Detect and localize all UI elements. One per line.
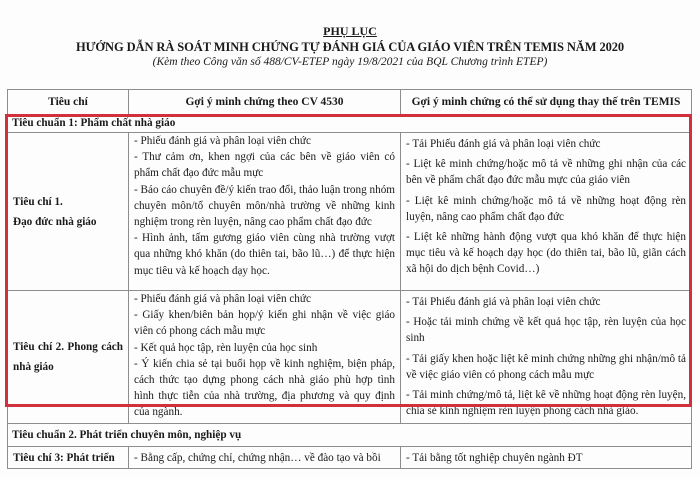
list-item: - Giấy khen/biên bản họp/ý kiến ghi nhận về việc giáo viên có phong cách mẫu mực bbox=[134, 309, 395, 338]
header-criteria: Tiêu chí bbox=[8, 90, 129, 115]
standard-row bbox=[8, 424, 692, 447]
standard-1-label: Tiêu chuẩn 1: Phẩm chất nhà giáo bbox=[8, 115, 692, 133]
list-item: - Tải minh chứng/mô tả, liệt kê về những hoạt động rèn luyện, chia sẻ kinh nghiệm rèn luyện phong cách nhà giáo. bbox=[406, 389, 686, 418]
list-item: - Tải Phiếu đánh giá và phân loại viên chức bbox=[406, 138, 601, 150]
criterion-2-cv4530 bbox=[129, 291, 401, 424]
standard-row bbox=[8, 115, 692, 133]
document-note: (Kèm theo Công văn số 488/CV-ETEP ngày 19/8/2021 của BQL Chương trình ETEP) bbox=[152, 56, 548, 68]
table-row bbox=[8, 133, 692, 291]
list-item: - Liệt kê minh chứng/hoặc mô tả về những ghi nhận của các bên về phẩm chất đạo đức mẫu mực của giáo viên bbox=[406, 158, 686, 187]
list-item: - Thư cảm ơn, khen ngợi của các bên về giáo viên có phẩm chất đạo đức mẫu mực bbox=[134, 151, 395, 180]
criterion-3-cv4530: - Bằng cấp, chứng chỉ, chứng nhận… về đào tạo và bồi bbox=[129, 447, 401, 469]
header-temis: Gợi ý minh chứng có thể sử dụng thay thế trên TEMIS bbox=[401, 90, 692, 115]
criterion-3-temis: - Tải bằng tốt nghiệp chuyên ngành ĐT bbox=[401, 447, 692, 469]
list-item: - Tải Phiếu đánh giá và phân loại viên chức bbox=[406, 296, 601, 308]
document-subtitle: HƯỚNG DẪN RÀ SOÁT MINH CHỨNG TỰ ĐÁNH GIÁ CỦA GIÁO VIÊN TRÊN TEMIS NĂM 2020 bbox=[75, 40, 625, 54]
criterion-2-cell: Tiêu chí 2. Phong cách nhà giáo bbox=[8, 291, 129, 424]
list-item: - Ý kiến chia sẻ tại buổi họp về kinh nghiệm, biện pháp, cách thức tạo dựng phong cách nhà giáo phù hợp tình hình thực tiễn của nhà trường, địa phương và quy định của ngành. bbox=[134, 357, 395, 419]
list-item: - Liệt kê những hành động vượt qua khó khăn để thực hiện mục tiêu và kế hoạch dạy học (do thiên tai, bão lũ, giãn cách xã hội do dịch bệnh Covid…) bbox=[406, 231, 686, 276]
criterion-1-cv4530 bbox=[129, 133, 401, 291]
appendix-title: PHỤ LỤC bbox=[323, 24, 377, 38]
list-item: - Hình ảnh, tấm gương giáo viên cùng nhà trường vượt qua những khó khăn (do thiên tai, bão lũ…) để thực hiện mục tiêu và kế hoạch dạy học. bbox=[134, 232, 395, 277]
header-cv4530: Gợi ý minh chứng theo CV 4530 bbox=[129, 90, 401, 115]
criterion-1-number: Tiêu chí 1. bbox=[13, 195, 63, 208]
criterion-1-cell bbox=[8, 133, 129, 291]
standard-2-label: Tiêu chuẩn 2. Phát triển chuyên môn, nghiệp vụ bbox=[8, 424, 692, 447]
list-item: - Phiếu đánh giá và phân loại viên chức bbox=[134, 135, 311, 147]
table-row bbox=[8, 291, 692, 424]
evidence-table bbox=[7, 89, 692, 469]
criterion-3-cell: Tiêu chí 3: Phát triển bbox=[8, 447, 129, 469]
list-item: - Hoặc tải minh chứng về kết quả học tập, rèn luyện của học sinh bbox=[406, 316, 686, 345]
criterion-1-temis bbox=[401, 133, 692, 291]
table-row bbox=[8, 447, 692, 469]
list-item: - Phiếu đánh giá và phân loại viên chức bbox=[134, 293, 311, 305]
table-header-row bbox=[8, 90, 692, 115]
list-item: - Báo cáo chuyên đề/ý kiến trao đổi, thảo luận trong nhóm chuyên môn/tổ chuyên môn/nhà trường về những kinh nghiệm trong rèn luyện, nâng cao phẩm chất đạo đức bbox=[134, 183, 395, 229]
list-item: - Kết quả học tập, rèn luyện của học sinh bbox=[134, 341, 318, 354]
criterion-2-temis bbox=[401, 291, 692, 424]
list-item: - Liệt kê minh chứng/hoặc mô tả về những hoạt động rèn luyện, nâng cao phẩm chất đạo đức bbox=[406, 194, 686, 223]
criterion-1-name: Đạo đức nhà giáo bbox=[13, 215, 97, 228]
list-item: - Tải giấy khen hoặc liệt kê minh chứng những ghi nhận/mô tả về việc giáo viên có phong cách mẫu mực bbox=[406, 352, 686, 381]
